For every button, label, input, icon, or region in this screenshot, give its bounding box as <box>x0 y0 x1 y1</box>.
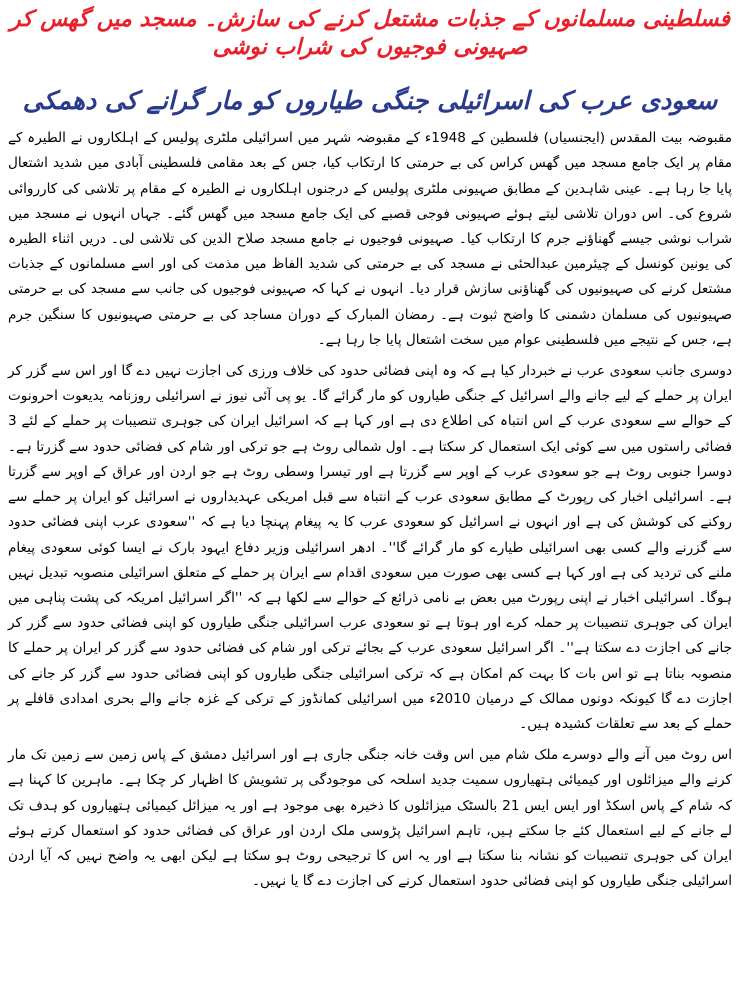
main-headline: فسلطینی مسلمانوں کے جذبات مشتعل کرنے کی سازش۔ مسجد میں گھس کر صہیونی فوجیوں کی شراب نوشی <box>9 7 731 60</box>
article-paragraph: مقبوضہ بیت المقدس (ایجنسیاں) فلسطین کے 1948ء کے مقبوضہ شہر میں اسرائیلی ملٹری پولیس کے اہلکاروں نے الطیرہ کے مقام پر ایک جامع مسجد میں گھس کراس کی بے حرمتی کا ارتکاب کیا، جس کے بعد مقامی فلسطینی آبادی میں شدید اشتعال پایا جا رہا ہے۔ عینی شاہدین کے مطابق صہیونی ملٹری پولیس کے درجنوں اہلکاروں نے الطیرہ کے مقام پر تلاشی کی کارروائی شروع کی۔ اس دوران تلاشی لیتے ہوئے صہیونی فوجی قصبے کی ایک جامع مسجد میں گھس گئے۔ جہاں انہوں نے مسجد میں شراب نوشی جیسے گھناؤنے جرم کا ارتکاب کیا۔ صہیونی فوجیوں نے جامع مسجد صلاح الدین کی تلاشی لی۔ دریں اثناء الطیرہ کی یونین کونسل کے چیئرمین عبدالحئی نے مسجد کی بے حرمتی کی شدید الفاظ میں مذمت کی اور اسے مسلمانوں کے جذبات مشتعل کرنے کی صہیونیوں کی گھناؤنی سازش قرار دیا۔ انہوں نے کہا کہ صہیونی فوجیوں کی جانب سے مسجد کی بے حرمتی صہیونیوں کی مسلمان دشمنی کا واضح ثبوت ہے۔ رمضان المبارک کے دوران مساجد کی بے حرمتی صہیونیوں کا سنگین جرم ہے، جس کے نتیجے میں فلسطینی عوام میں سخت اشتعال پایا جا رہا ہے۔ <box>8 130 732 348</box>
article-paragraph: اس روٹ میں آنے والے دوسرے ملک شام میں اس وقت خانہ جنگی جاری ہے اور اسرائیل دمشق کے پاس زمین سے زمین تک مار کرنے والے میزائلوں اور کیمیائی ہتھیاروں سمیت جدید اسلحہ کی موجودگی پر تشویش کا اظہار کر چکا ہے۔ ماہرین کا کہنا ہے کہ شام کے پاس اسکڈ اور ایس ایس 21 بالسٹک میزائلوں کا ذخیرہ بھی موجود ہے اور یہ میزائل کیمیائی ہتھیاروں کو ہدف تک لے جانے کے لیے استعمال کئے جا سکتے ہیں، تاہم اسرائیل پڑوسی ملک اردن اور عراق کی فضائی حدود کو استعمال کرتے ہوئے ایران کی جوہری تنصیبات کو نشانہ بنا سکتا ہے اور یہ اس کا ترجیحی روٹ ہو سکتا ہے لیکن ابھی یہ واضح نہیں کہ آیا اردن اسرائیلی جنگی طیاروں کو اپنی فضائی حدود استعمال کرنے کی اجازت دے گا یا نہیں۔ <box>8 747 732 890</box>
article-body <box>8 126 732 894</box>
secondary-headline: سعودی عرب کی اسرائیلی جنگی طیاروں کو مار گرانے کی دھمکی <box>22 86 718 115</box>
article-paragraph: دوسری جانب سعودی عرب نے خبردار کیا ہے کہ وہ اپنی فضائی حدود کی خلاف ورزی کی اجازت نہیں دے گا اور اس سے گزر کر ایران پر حملے کے لیے جانے والے اسرائیل کے جنگی طیاروں کو مار گرائے گا۔ یو پی آئی نیوز نے اسرائیلی روزنامہ یدیعوت احرونوت کے حوالے سے سعودی عرب کے اس انتباہ کی اطلاع دی ہے اور کہا ہے کہ اسرائیل ایران کی جوہری تنصیبات پر حملے کے لئے 3 فضائی راستوں میں سے کوئی ایک استعمال کر سکتا ہے۔ اول شمالی روٹ ہے جو ترکی اور شام کی فضائی حدود سے گزرتا ہے۔ دوسرا جنوبی روٹ ہے جو سعودی عرب کے اوپر سے گزرتا ہے اور تیسرا وسطی روٹ ہے جو اردن اور عراق کے اوپر سے گزرتا ہے۔ اسرائیلی اخبار کی رپورٹ کے مطابق سعودی عرب کے انتباہ سے قبل امریکی عہدیداروں نے اسرائیل کو ایران پر حملے سے روکنے کی کوشش کی ہے اور انہوں نے اسرائیل کو سعودی عرب کا یہ پیغام پہنچا دیا ہے کہ ''سعودی عرب اپنی فضائی حدود سے گزرنے والے کسی بھی اسرائیلی طیارے کو مار گرائے گا''۔ ادھر اسرائیلی وزیر دفاع ایہود بارک نے ایسا کوئی سعودی پیغام ملنے کی تردید کی ہے اور کہا ہے کسی بھی صورت میں سعودی اقدام سے ایران پر حملے کے متعلق اسرائیلی منصوبہ تبدیل نہیں ہوگا۔ اسرائیلی اخبار نے اپنی رپورٹ میں بعض بے نامی ذرائع کے حوالے سے لکھا ہے کہ ''اگر اسرائیل امریکہ کی پشت پناہی میں ایران کی جوہری تنصیبات پر حملہ کرے اور ہوتا ہے تو سعودی عرب اسرائیلی جنگی طیاروں کو اپنی فضائی حدود سے گزر کر جانے کی اجازت دے سکتا ہے''۔ اگر اسرائیل سعودی عرب کے بجائے ترکی اور شام کی فضائی حدود سے گزر کر ایران پر حملے کا منصوبہ بناتا ہے تو اس بات کا بہت کم امکان ہے کہ ترکی اسرائیلی جنگی طیاروں کو اپنی فضائی حدود سے گزر کر جانے کی اجازت دے گا کیونکہ دونوں ممالک کے درمیان 2010ء میں اسرائیلی کمانڈوز کے ترکی کے غزہ جانے والے بحری امدادی قافلے پر حملے کے بعد سے تعلقات کشیدہ ہیں۔ <box>8 363 733 732</box>
